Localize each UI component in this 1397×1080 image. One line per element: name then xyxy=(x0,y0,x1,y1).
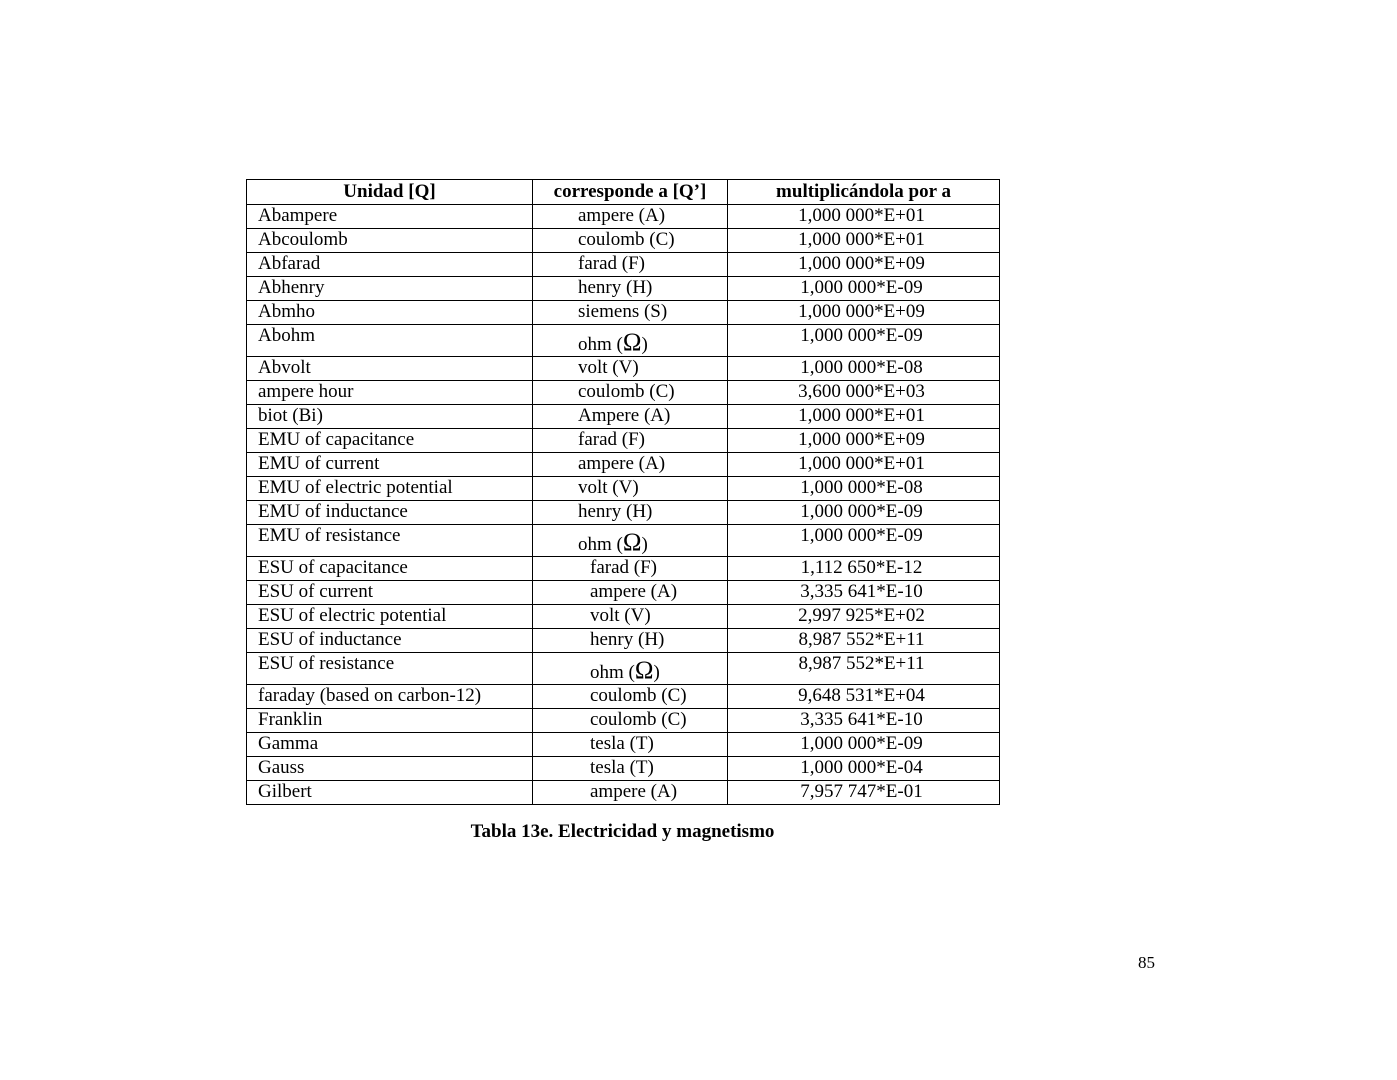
table-row xyxy=(247,653,1000,685)
cell-corresponds: henry (H) xyxy=(533,277,728,301)
cell-factor: 1,000 000*E+09 xyxy=(728,253,1000,277)
table-row xyxy=(247,501,1000,525)
cell-factor: 1,000 000*E-09 xyxy=(728,525,1000,557)
cell-corresponds: ampere (A) xyxy=(533,781,728,805)
cell-unit: ampere hour xyxy=(247,381,533,405)
table-row xyxy=(247,381,1000,405)
cell-unit: Abvolt xyxy=(247,357,533,381)
cell-corresponds: ampere (A) xyxy=(533,581,728,605)
table-row xyxy=(247,581,1000,605)
table-row xyxy=(247,757,1000,781)
cell-factor: 1,000 000*E-08 xyxy=(728,357,1000,381)
cell-unit: Abohm xyxy=(247,325,533,357)
cell-factor: 2,997 925*E+02 xyxy=(728,605,1000,629)
cell-unit: Gilbert xyxy=(247,781,533,805)
cell-factor: 1,000 000*E-09 xyxy=(728,325,1000,357)
cell-unit: biot (Bi) xyxy=(247,405,533,429)
cell-unit: EMU of current xyxy=(247,453,533,477)
page-number: 85 xyxy=(1138,953,1155,972)
table-row xyxy=(247,781,1000,805)
table-row xyxy=(247,629,1000,653)
cell-unit: ESU of current xyxy=(247,581,533,605)
column-header-corresponds: corresponde a [Q’] xyxy=(533,180,728,205)
cell-corresponds: tesla (T) xyxy=(533,733,728,757)
table-row xyxy=(247,301,1000,325)
cell-factor: 1,000 000*E-04 xyxy=(728,757,1000,781)
cell-corresponds: henry (H) xyxy=(533,501,728,525)
table-row xyxy=(247,405,1000,429)
cell-corresponds: henry (H) xyxy=(533,629,728,653)
cell-unit: faraday (based on carbon-12) xyxy=(247,685,533,709)
cell-unit: Abampere xyxy=(247,205,533,229)
table-row xyxy=(247,709,1000,733)
table-row xyxy=(247,733,1000,757)
cell-factor: 8,987 552*E+11 xyxy=(728,653,1000,685)
cell-factor: 1,000 000*E+09 xyxy=(728,429,1000,453)
table-row xyxy=(247,429,1000,453)
cell-corresponds: ampere (A) xyxy=(533,453,728,477)
table-row xyxy=(247,453,1000,477)
cell-factor: 8,987 552*E+11 xyxy=(728,629,1000,653)
table-row xyxy=(247,477,1000,501)
cell-factor: 3,335 641*E-10 xyxy=(728,709,1000,733)
cell-unit: EMU of resistance xyxy=(247,525,533,557)
cell-factor: 3,335 641*E-10 xyxy=(728,581,1000,605)
cell-unit: EMU of inductance xyxy=(247,501,533,525)
column-header-unit: Unidad [Q] xyxy=(247,180,533,205)
cell-corresponds: farad (F) xyxy=(533,429,728,453)
cell-unit: Abhenry xyxy=(247,277,533,301)
table-row xyxy=(247,525,1000,557)
cell-factor: 1,000 000*E-09 xyxy=(728,277,1000,301)
cell-corresponds: volt (V) xyxy=(533,477,728,501)
cell-factor: 1,000 000*E-09 xyxy=(728,501,1000,525)
cell-corresponds: siemens (S) xyxy=(533,301,728,325)
cell-factor: 1,000 000*E+01 xyxy=(728,453,1000,477)
cell-unit: Gauss xyxy=(247,757,533,781)
cell-corresponds: coulomb (C) xyxy=(533,709,728,733)
cell-unit: Gamma xyxy=(247,733,533,757)
cell-corresponds: coulomb (C) xyxy=(533,229,728,253)
cell-unit: Abfarad xyxy=(247,253,533,277)
cell-unit: Abcoulomb xyxy=(247,229,533,253)
column-header-factor: multiplicándola por a xyxy=(728,180,1000,205)
cell-corresponds: coulomb (C) xyxy=(533,381,728,405)
table-row xyxy=(247,357,1000,381)
table-row xyxy=(247,685,1000,709)
cell-factor: 9,648 531*E+04 xyxy=(728,685,1000,709)
cell-unit: ESU of capacitance xyxy=(247,557,533,581)
cell-factor: 1,000 000*E+01 xyxy=(728,405,1000,429)
table-row xyxy=(247,605,1000,629)
cell-corresponds: ohm (Ω) xyxy=(533,525,728,557)
table-header-row xyxy=(247,180,1000,205)
cell-factor: 1,000 000*E+01 xyxy=(728,229,1000,253)
cell-corresponds: ohm (Ω) xyxy=(533,653,728,685)
cell-factor: 1,000 000*E-09 xyxy=(728,733,1000,757)
cell-factor: 7,957 747*E-01 xyxy=(728,781,1000,805)
cell-corresponds: ohm (Ω) xyxy=(533,325,728,357)
table-row xyxy=(247,229,1000,253)
cell-unit: Abmho xyxy=(247,301,533,325)
cell-unit: EMU of capacitance xyxy=(247,429,533,453)
table-row xyxy=(247,557,1000,581)
cell-corresponds: coulomb (C) xyxy=(533,685,728,709)
cell-corresponds: volt (V) xyxy=(533,605,728,629)
cell-factor: 1,000 000*E+01 xyxy=(728,205,1000,229)
cell-factor: 3,600 000*E+03 xyxy=(728,381,1000,405)
table-row xyxy=(247,277,1000,301)
cell-unit: EMU of electric potential xyxy=(247,477,533,501)
cell-unit: ESU of inductance xyxy=(247,629,533,653)
table-row xyxy=(247,325,1000,357)
table-caption: Tabla 13e. Electricidad y magnetismo xyxy=(470,821,775,842)
cell-factor: 1,112 650*E-12 xyxy=(728,557,1000,581)
cell-unit: ESU of electric potential xyxy=(247,605,533,629)
cell-corresponds: volt (V) xyxy=(533,357,728,381)
table-row xyxy=(247,253,1000,277)
cell-corresponds: tesla (T) xyxy=(533,757,728,781)
cell-corresponds: ampere (A) xyxy=(533,205,728,229)
cell-unit: Franklin xyxy=(247,709,533,733)
cell-corresponds: Ampere (A) xyxy=(533,405,728,429)
cell-corresponds: farad (F) xyxy=(533,557,728,581)
cell-factor: 1,000 000*E-08 xyxy=(728,477,1000,501)
cell-corresponds: farad (F) xyxy=(533,253,728,277)
conversion-table xyxy=(246,179,1000,805)
cell-factor: 1,000 000*E+09 xyxy=(728,301,1000,325)
cell-unit: ESU of resistance xyxy=(247,653,533,685)
table-body xyxy=(247,205,1000,805)
table-row xyxy=(247,205,1000,229)
